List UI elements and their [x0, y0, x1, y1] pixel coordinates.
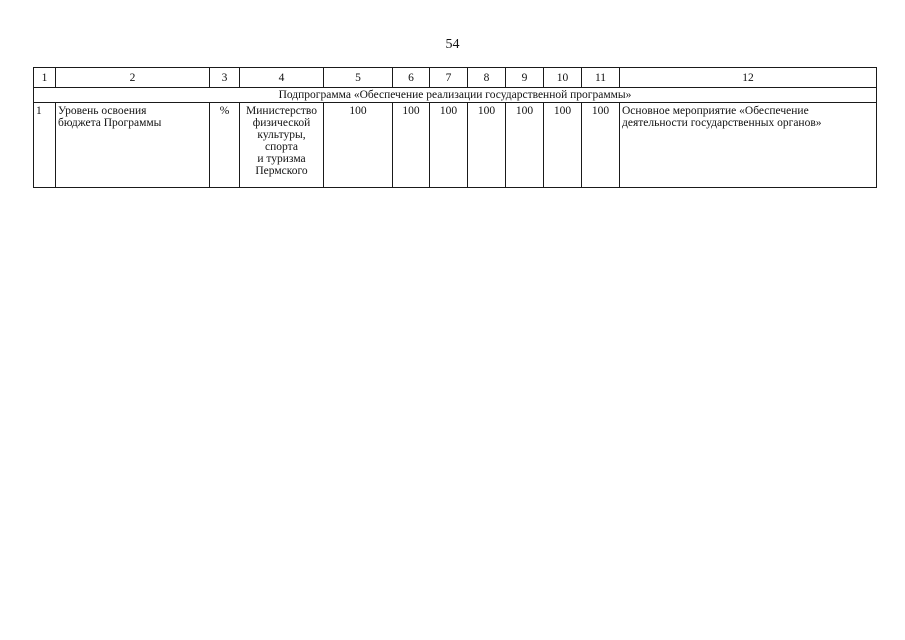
value-cell: 100	[324, 103, 393, 188]
column-header: 12	[620, 68, 877, 88]
column-header: 4	[240, 68, 324, 88]
column-header: 8	[468, 68, 506, 88]
subprogram-row	[34, 88, 877, 103]
column-number-row	[34, 68, 877, 88]
column-header: 7	[430, 68, 468, 88]
column-header: 11	[582, 68, 620, 88]
indicator-name: Уровень освоения бюджета Программы	[56, 103, 210, 188]
value-cell: 100	[506, 103, 544, 188]
unit-cell: %	[210, 103, 240, 188]
subprogram-title: Подпрограмма «Обеспечение реализации государственной программы»	[34, 88, 877, 103]
table-row	[34, 103, 877, 188]
executor-cell: Министерство физической культуры, спорта и туризма Пермского	[240, 103, 324, 188]
column-header: 5	[324, 68, 393, 88]
indicators-table	[33, 67, 877, 188]
column-header: 9	[506, 68, 544, 88]
measure-cell: Основное мероприятие «Обеспечение деятельности государственных органов»	[620, 103, 877, 188]
value-cell: 100	[430, 103, 468, 188]
row-number: 1	[34, 103, 56, 188]
value-cell: 100	[582, 103, 620, 188]
column-header: 6	[393, 68, 430, 88]
column-header: 10	[544, 68, 582, 88]
value-cell: 100	[544, 103, 582, 188]
value-cell: 100	[468, 103, 506, 188]
column-header: 2	[56, 68, 210, 88]
column-header: 3	[210, 68, 240, 88]
column-header: 1	[34, 68, 56, 88]
value-cell: 100	[393, 103, 430, 188]
page-number: 54	[445, 37, 460, 52]
